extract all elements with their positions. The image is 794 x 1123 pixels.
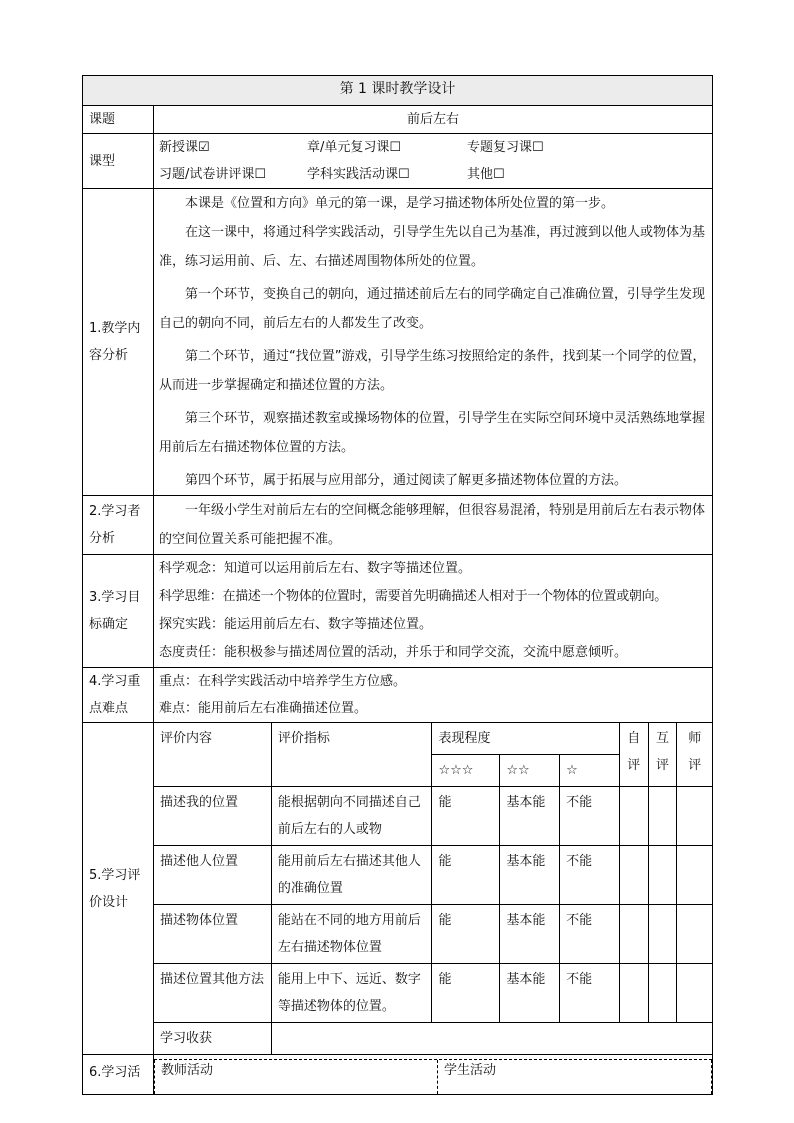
lesson-type-label: 课型 (83, 134, 154, 189)
objective-item: 科学观念：知道可以运用前后左右、数字等描述位置。 (159, 561, 472, 576)
eval-row (154, 964, 712, 1023)
objectives-label: 3.学习目 标确定 (83, 555, 154, 668)
eval-level-3: 能 (432, 964, 500, 1023)
analysis-paragraph: 第一个环节，变换自己的朝向，通过描述前后左右的同学确定自己准确位置，引导学生发现自己的朝向不同，前后左右的人都发生了改变。 (159, 287, 706, 331)
eval-content: 描述位置其他方法 (154, 964, 271, 1023)
analysis-paragraph: 第四个环节，属于拓展与应用部分，通过阅读了解更多描述物体位置的方法。 (185, 473, 628, 488)
topic-label: 课题 (83, 106, 154, 134)
eval-level-2: 基本能 (500, 846, 560, 905)
activities-label: 6.学习活 (83, 1055, 154, 1095)
eval-self-cell (619, 787, 648, 846)
learner-analysis-row (83, 496, 713, 555)
eval-content: 描述物体位置 (154, 905, 271, 964)
eval-level-2: 基本能 (500, 787, 560, 846)
content-analysis-row (83, 189, 713, 496)
eval-level-1: 不能 (560, 846, 620, 905)
learner-analysis-text: 一年级小学生对前后左右的空间概念能够理解，但很容易混淆，特别是用前后左右表示物体的空间位置关系可能把握不准。 (159, 503, 706, 547)
topic-row (83, 106, 713, 134)
option-other: 其他☐ (467, 167, 505, 182)
objectives-row (83, 555, 713, 668)
lesson-plan-page (82, 75, 712, 1095)
eval-self-cell (619, 846, 648, 905)
analysis-paragraph: 本课是《位置和方向》单元的第一课，是学习描述物体所处位置的第一步。 (185, 196, 615, 211)
objective-item: 探究实践：能运用前后左右、数字等描述位置。 (159, 617, 433, 632)
activities-row (83, 1055, 713, 1095)
option-unit-review: 章/单元复习课☐ (307, 140, 402, 155)
eval-indicator: 能站在不同的地方用前后左右描述物体位置 (271, 905, 432, 964)
eval-self-cell (619, 905, 648, 964)
option-topic-review: 专题复习课☐ (467, 140, 544, 155)
eval-content: 描述我的位置 (154, 787, 271, 846)
document-title: 第 1 课时教学设计 (83, 76, 713, 106)
eval-indicator: 能用前后左右描述其他人的准确位置 (271, 846, 432, 905)
eval-level-1: 不能 (560, 787, 620, 846)
key-point-item: 重点：在科学实践活动中培养学生方位感。 (159, 674, 407, 689)
learner-analysis-label: 2.学习者 分析 (83, 496, 154, 555)
eval-teacher-cell (677, 787, 712, 846)
topic-value: 前后左右 (154, 106, 713, 134)
eval-row (154, 846, 712, 905)
evaluation-table (154, 723, 712, 1054)
eval-header-performance: 表现程度 (432, 723, 619, 755)
eval-teacher-cell (677, 905, 712, 964)
evaluation-cell (154, 723, 713, 1055)
eval-peer-cell (648, 964, 677, 1023)
objectives-body (154, 555, 713, 668)
eval-level-3: 能 (432, 787, 500, 846)
analysis-paragraph: 第三个环节，观察描述教室或操场物体的位置，引导学生在实际空间环境中灵活熟练地掌握用前后左右描述物体位置的方法。 (159, 411, 706, 455)
eval-level-3: 能 (432, 846, 500, 905)
eval-header-content: 评价内容 (154, 723, 271, 787)
eval-row (154, 905, 712, 964)
activities-body (154, 1055, 713, 1095)
evaluation-row (83, 723, 713, 1055)
analysis-paragraph: 在这一课中，将通过科学实践活动，引导学生先以自己为基准，再过渡到以他人或物体为基准，练习运用前、后、左、右描述周围物体所处的位置。 (159, 225, 706, 269)
eval-header-peer: 互 评 (648, 723, 677, 787)
eval-level-3: 能 (432, 905, 500, 964)
lesson-plan-table (82, 75, 713, 1095)
option-exercise-review: 习题/试卷讲评课☐ (159, 167, 267, 182)
eval-level-2: 基本能 (500, 905, 560, 964)
content-analysis-body (154, 189, 713, 496)
teacher-activity-header: 教师活动 (154, 1060, 437, 1094)
eval-content: 描述他人位置 (154, 846, 271, 905)
eval-header-self: 自 评 (619, 723, 648, 787)
eval-peer-cell (648, 787, 677, 846)
student-activity-header: 学生活动 (437, 1060, 712, 1094)
eval-header-indicator: 评价指标 (271, 723, 432, 787)
activities-dashed-table (154, 1059, 712, 1094)
eval-peer-cell (648, 905, 677, 964)
learner-analysis-body (154, 496, 713, 555)
analysis-paragraph: 第二个环节，通过“找位置”游戏，引导学生练习按照给定的条件，找到某一个同学的位置，从而进一步掌握确定和描述位置的方法。 (159, 349, 706, 393)
eval-harvest-row (154, 1023, 712, 1055)
lesson-type-row (83, 134, 713, 189)
eval-header-teacher: 师 评 (677, 723, 712, 787)
lesson-type-options (154, 134, 713, 189)
eval-indicator: 能用上中下、远近、数字等描述物体的位置。 (271, 964, 432, 1023)
title-row (83, 76, 713, 106)
eval-teacher-cell (677, 964, 712, 1023)
eval-level-1: 不能 (560, 905, 620, 964)
eval-level-1: 不能 (560, 964, 620, 1023)
eval-header-1-star: ☆ (560, 755, 620, 787)
option-practice-activity: 学科实践活动课☐ (307, 167, 410, 182)
eval-header-3-stars: ☆☆☆ (432, 755, 500, 787)
content-analysis-label: 1.教学内 容分析 (83, 189, 154, 496)
eval-self-cell (619, 964, 648, 1023)
eval-header-2-stars: ☆☆ (500, 755, 560, 787)
objective-item: 科学思维：在描述一个物体的位置时，需要首先明确描述人相对于一个物体的位置或朝向。 (159, 589, 668, 604)
eval-row (154, 787, 712, 846)
eval-peer-cell (648, 846, 677, 905)
key-point-item: 难点：能用前后左右准确描述位置。 (159, 701, 368, 716)
key-points-body (154, 668, 713, 723)
eval-harvest-value (271, 1023, 712, 1055)
option-new-lesson: 新授课☑ (159, 140, 210, 155)
objective-item: 态度责任：能积极参与描述周位置的活动，并乐于和同学交流，交流中愿意倾听。 (159, 645, 628, 660)
key-points-row (83, 668, 713, 723)
eval-header-row (154, 723, 712, 755)
eval-indicator: 能根据朝向不同描述自己前后左右的人或物 (271, 787, 432, 846)
eval-level-2: 基本能 (500, 964, 560, 1023)
evaluation-label: 5.学习评 价设计 (83, 723, 154, 1055)
eval-harvest-label: 学习收获 (154, 1023, 271, 1055)
eval-teacher-cell (677, 846, 712, 905)
key-points-label: 4.学习重 点难点 (83, 668, 154, 723)
